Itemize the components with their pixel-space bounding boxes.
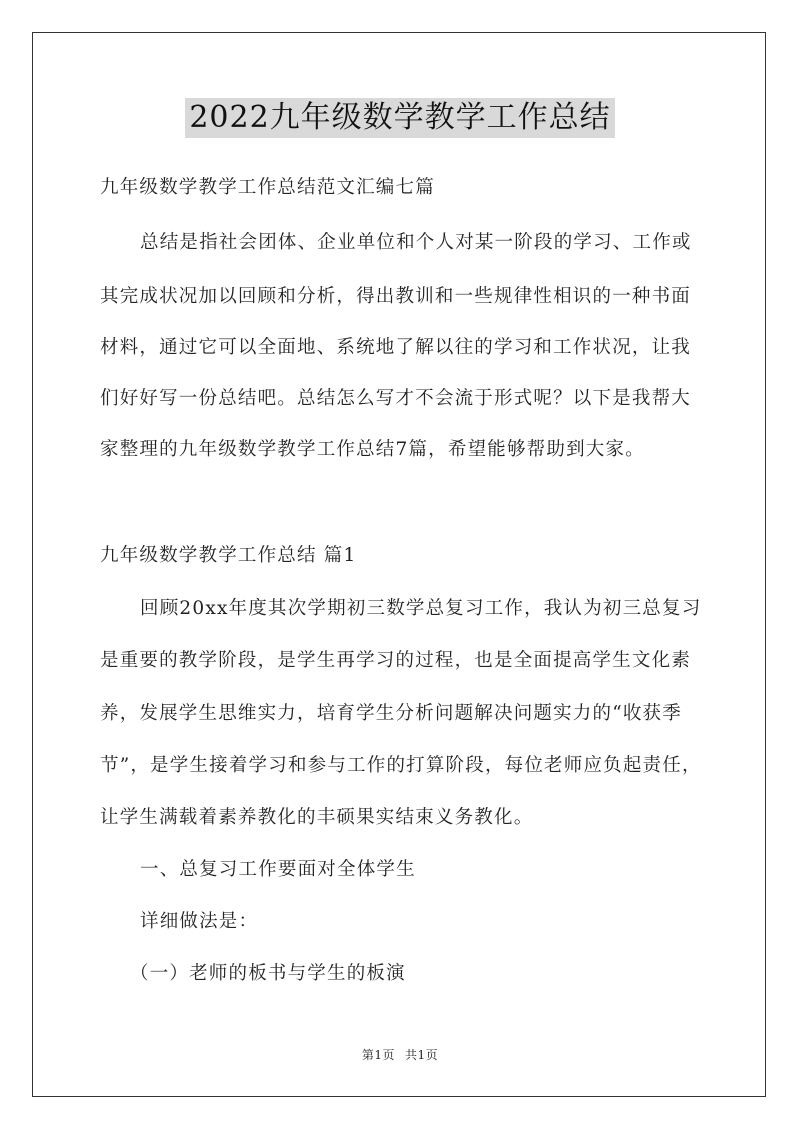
- intro-line-2: 其完成状况加以回顾和分析，得出教训和一些规律性相识的一种书面: [100, 286, 692, 307]
- page-number: 第1页: [361, 1048, 395, 1062]
- intro-line-4: 们好好写一份总结吧。总结怎么写才不会流于形式呢？以下是我帮大: [100, 388, 692, 409]
- body-line-1: 回顾20xx年度其次学期初三数学总复习工作，我认为初三总复习: [140, 598, 702, 619]
- body-line-5: 让学生满载着素养教化的丰硕果实结束义务教化。: [100, 807, 534, 828]
- body-line-4: 节”，是学生接着学习和参与工作的打算阶段，每位老师应负起责任，: [100, 755, 702, 776]
- page-total: 共1页: [405, 1048, 439, 1062]
- page-footer: [0, 1046, 800, 1063]
- intro-line-3: 材料，通过它可以全面地、系统地了解以往的学习和工作状况，让我: [100, 337, 692, 358]
- document-title: 2022九年级数学教学工作总结: [185, 98, 614, 138]
- body-line-2: 是重要的教学阶段，是学生再学习的过程，也是全面提高学生文化素: [100, 650, 692, 671]
- title-container: [0, 98, 800, 138]
- body-line-3: 养，发展学生思维实力，培育学生分析问题解决问题实力的“收获季: [100, 703, 682, 724]
- method-label: 详细做法是：: [140, 911, 259, 932]
- intro-line-5: 家整理的九年级数学教学工作总结7篇，希望能够帮助到大家。: [100, 439, 645, 460]
- subpoint-heading-1: （一）老师的板书与学生的板演: [130, 963, 406, 984]
- point-heading-1: 一、总复习工作要面对全体学生: [140, 859, 416, 880]
- section-heading: 九年级数学教学工作总结 篇1: [100, 545, 357, 566]
- intro-line-1: 总结是指社会团体、企业单位和个人对某一阶段的学习、工作或: [140, 232, 692, 253]
- document-subtitle: 九年级数学教学工作总结范文汇编七篇: [100, 177, 435, 198]
